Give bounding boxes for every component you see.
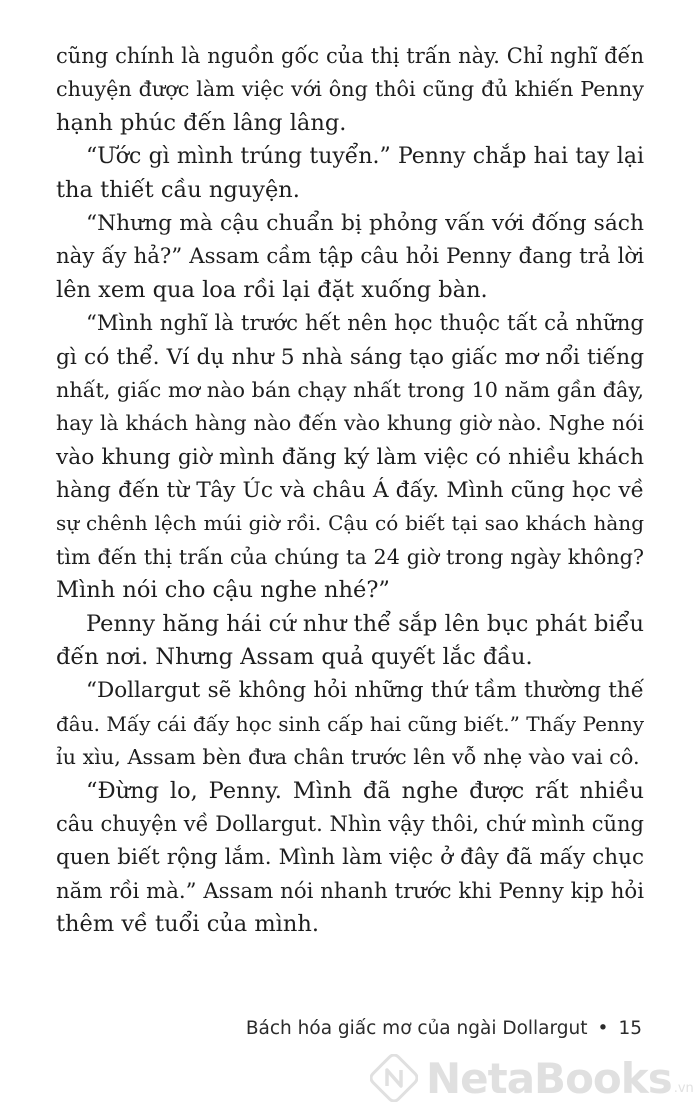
text-line: hạnh phúc đến lâng lâng.: [56, 109, 347, 136]
text-line: chuyện được làm việc với ông thôi cũng đủ khiến Penny: [56, 77, 644, 102]
text-line: thêm về tuổi của mình.: [56, 911, 320, 938]
text-line: Mình nói cho cậu nghe nhé?”: [56, 577, 390, 604]
text-line: sự chênh lệch múi giờ rồi. Cậu có biết tại sao khách hàng: [56, 511, 644, 536]
watermark-suffix: .vn: [673, 1081, 694, 1096]
text-line: lên xem qua loa rồi lại đặt xuống bàn.: [56, 276, 488, 303]
paragraph: [56, 207, 644, 307]
text-line: “Ước gì mình trúng tuyển.” Penny chắp hai tay lại: [86, 144, 644, 170]
text-line: câu chuyện về Dollargut. Nhìn vậy thôi, chứ mình cũng: [56, 811, 644, 836]
paragraph: [56, 775, 644, 942]
text-line: tìm đến thị trấn của chúng ta 24 giờ trong ngày không?: [56, 544, 644, 569]
netabooks-logo-icon: [370, 1054, 418, 1102]
text-line: đâu. Mấy cái đấy học sinh cấp hai cũng biết.” Thấy Penny: [56, 711, 644, 736]
paragraph: [56, 674, 644, 774]
paragraph: [56, 40, 644, 140]
text-line: hay là khách hàng nào đến vào khung giờ nào. Nghe nói: [56, 411, 644, 436]
text-line: nhất, giấc mơ nào bán chạy nhất trong 10 năm gần đây,: [56, 377, 644, 402]
text-line: vào khung giờ mình đăng ký làm việc có nhiều khách: [56, 444, 644, 470]
text-line: cũng chính là nguồn gốc của thị trấn này. Chỉ nghĩ đến: [56, 44, 644, 68]
text-line: Penny hăng hái cứ như thể sắp lên bục phát biểu: [86, 610, 644, 637]
running-footer: [0, 1018, 642, 1039]
text-line: “Nhưng mà cậu chuẩn bị phỏng vấn với đống sách: [86, 210, 644, 236]
paragraph: [56, 307, 644, 608]
text-line: tha thiết cầu nguyện.: [56, 176, 300, 203]
text-line: ỉu xìu, Assam bèn đưa chân trước lên vỗ nhẹ vào vai cô.: [56, 745, 640, 770]
text-line: quen biết rộng lắm. Mình làm việc ở đây đã mấy chục: [56, 845, 644, 871]
text-line: “Dollargut sẽ không hỏi những thứ tầm thường thế: [86, 678, 644, 704]
book-title: Bách hóa giấc mơ của ngài Dollargut: [245, 1018, 588, 1039]
text-line: “Mình nghĩ là trước hết nên học thuộc tất cả những: [86, 311, 644, 337]
text-line: gì có thể. Ví dụ như 5 nhà sáng tạo giấc mơ nổi tiếng: [56, 344, 644, 370]
text-line: “Đừng lo, Penny. Mình đã nghe được rất nhiều: [86, 777, 644, 804]
page-body-text: [56, 40, 644, 942]
footer-bullet: •: [597, 1018, 609, 1039]
netabooks-watermark: [370, 1048, 700, 1108]
text-line: này ấy hả?” Assam cầm tập câu hỏi Penny đang trả lời: [56, 244, 644, 270]
text-line: hàng đến từ Tây Úc và châu Á đấy. Mình cũng học về: [56, 478, 644, 504]
watermark-text: NetaBooks: [426, 1053, 672, 1103]
text-line: đến nơi. Nhưng Assam quả quyết lắc đầu.: [56, 644, 533, 671]
text-line: năm rồi mà.” Assam nói nhanh trước khi Penny kịp hỏi: [56, 878, 644, 904]
page-number: 15: [618, 1018, 642, 1039]
paragraph: [56, 608, 644, 675]
paragraph: [56, 140, 644, 207]
